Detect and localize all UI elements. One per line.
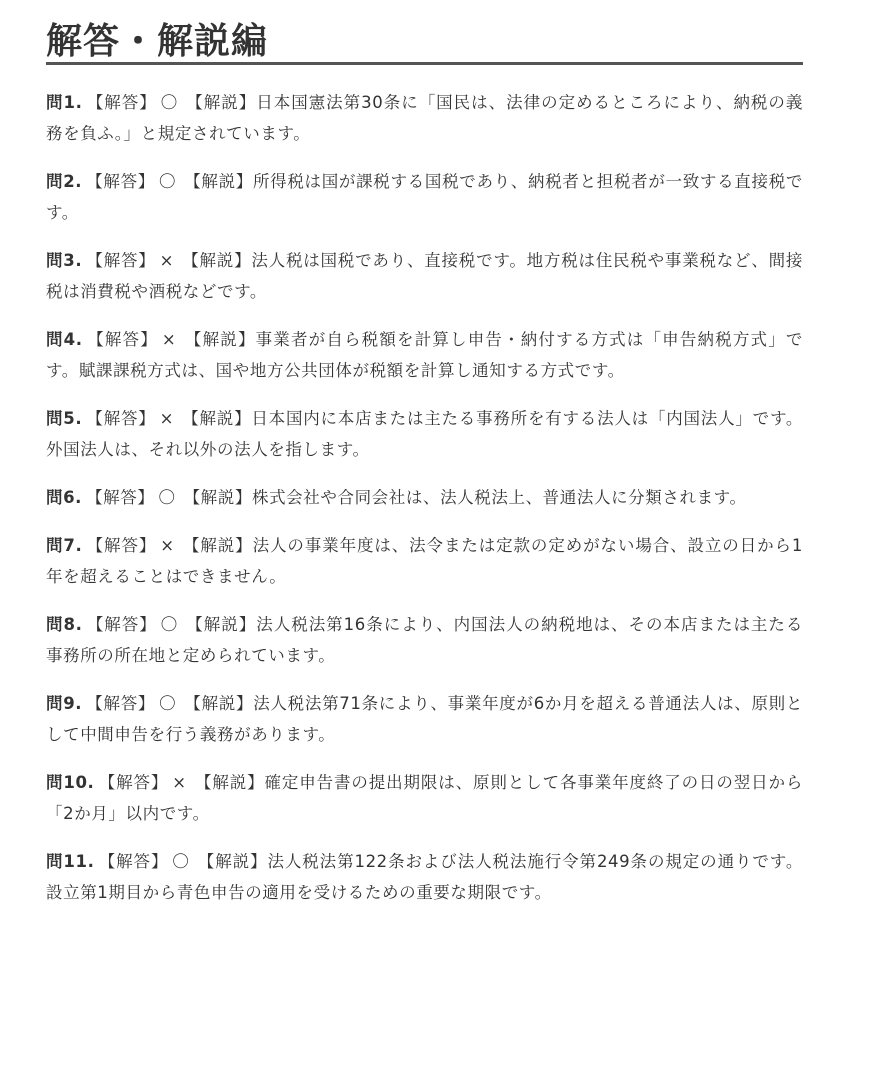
explanation-text: 確定申告書の提出期限は、原則として各事業年度終了の日の翌日から「2か月」以内です。 [46, 773, 803, 823]
answer-item [46, 530, 803, 592]
explanation-text: 法人税は国税であり、直接税です。地方税は住民税や事業税など、間接税は消費税や酒税などです。 [46, 251, 804, 301]
answer-item [46, 87, 803, 149]
answer-label: 【解答】 [98, 773, 169, 792]
question-number: 問5. [46, 409, 83, 428]
question-number: 問6. [46, 488, 83, 507]
answer-mark: 〇 [160, 93, 179, 112]
explanation-text: 法人税法第122条および法人税法施行令第249条の規定の通りです。設立第1期目から青色申告の適用を受けるための重要な期限です。 [46, 852, 803, 902]
question-number: 問4. [46, 330, 83, 349]
explanation-label: 【解説】 [197, 852, 268, 871]
answer-item [46, 688, 803, 750]
explanation-label: 【解説】 [184, 172, 253, 191]
explanation-text: 日本国憲法第30条に「国民は、法律の定めるところにより、納税の義務を負ふ。」と規定されています。 [46, 93, 803, 143]
explanation-label: 【解説】 [184, 330, 256, 349]
answer-label: 【解答】 [98, 852, 169, 871]
explanation-label: 【解説】 [186, 93, 257, 112]
answer-label: 【解答】 [86, 93, 157, 112]
answer-mark: 〇 [172, 852, 190, 871]
question-number: 問2. [46, 172, 83, 191]
answer-label: 【解答】 [86, 330, 158, 349]
answer-mark: 〇 [160, 615, 179, 634]
answer-list [46, 87, 803, 908]
explanation-text: 法人の事業年度は、法令または定款の定めがない場合、設立の日から1年を超えることはできません。 [46, 536, 803, 586]
answer-mark: 〇 [159, 172, 177, 191]
explanation-label: 【解説】 [182, 251, 252, 270]
question-number: 問1. [46, 93, 83, 112]
answer-label: 【解答】 [86, 536, 157, 555]
answer-mark: × [161, 330, 177, 349]
question-number: 問9. [46, 694, 83, 713]
answer-item [46, 767, 803, 829]
answer-item [46, 166, 803, 228]
answer-item [46, 245, 803, 307]
explanation-label: 【解説】 [182, 409, 252, 428]
answer-mark: × [159, 409, 175, 428]
answer-item [46, 403, 803, 465]
answer-label: 【解答】 [86, 172, 155, 191]
explanation-text: 日本国内に本店または主たる事務所を有する法人は「内国法人」です。外国法人は、それ以外の法人を指します。 [46, 409, 804, 459]
answer-label: 【解答】 [86, 488, 155, 507]
answer-label: 【解答】 [86, 615, 157, 634]
explanation-label: 【解説】 [182, 536, 253, 555]
answer-label: 【解答】 [86, 694, 156, 713]
answer-item [46, 482, 803, 513]
question-number: 問10. [46, 773, 95, 792]
question-number: 問8. [46, 615, 83, 634]
answer-label: 【解答】 [86, 251, 156, 270]
answer-mark: 〇 [158, 488, 176, 507]
explanation-label: 【解説】 [194, 773, 265, 792]
explanation-label: 【解説】 [183, 488, 252, 507]
answer-item [46, 324, 803, 386]
answer-label: 【解答】 [86, 409, 156, 428]
explanation-text: 所得税は国が課税する国税であり、納税者と担税者が一致する直接税です。 [46, 172, 803, 222]
answer-explanation-page [46, 0, 803, 925]
question-number: 問11. [46, 852, 95, 871]
page-title: 解答・解説編 [46, 21, 269, 62]
answer-item [46, 609, 803, 671]
answer-mark: × [172, 773, 187, 792]
explanation-label: 【解説】 [184, 694, 254, 713]
answer-item [46, 846, 803, 908]
explanation-text: 法人税法第71条により、事業年度が6か月を超える普通法人は、原則として中間申告を行う義務があります。 [46, 694, 803, 744]
answer-mark: × [160, 536, 175, 555]
explanation-text: 株式会社や合同会社は、法人税法上、普通法人に分類されます。 [251, 488, 747, 507]
question-number: 問7. [46, 536, 83, 555]
explanation-label: 【解説】 [186, 615, 257, 634]
question-number: 問3. [46, 251, 83, 270]
answer-mark: × [159, 251, 175, 270]
explanation-text: 事業者が自ら税額を計算し申告・納付する方式は「申告納税方式」です。賦課課税方式は、国や地方公共団体が税額を計算し通知する方式です。 [46, 330, 803, 380]
explanation-text: 法人税法第16条により、内国法人の納税地は、その本店または主たる事務所の所在地と定められています。 [46, 615, 803, 665]
answer-mark: 〇 [159, 694, 177, 713]
